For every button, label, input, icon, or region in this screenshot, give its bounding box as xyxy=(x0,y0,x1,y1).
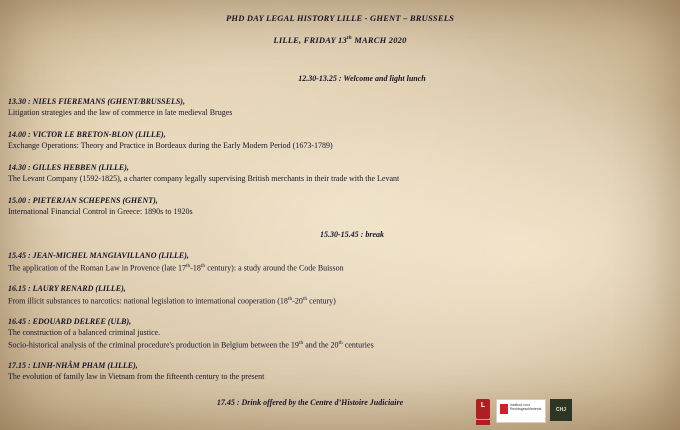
session-entry xyxy=(8,360,264,382)
event-date: LILLE, FRIDAY 13th MARCH 2020 xyxy=(273,35,407,45)
session-title: The evolution of family law in Vietnam from the fifteenth century to the present xyxy=(8,372,265,381)
session-title: From illicit substances to narcotics: national legislation to international cooperation (18th-20th century) xyxy=(8,296,336,306)
welcome-lunch: 12.30-13.25 : Welcome and light lunch xyxy=(298,74,426,83)
session-speaker: 15.00 : PIETERJAN SCHEPENS (GHENT), xyxy=(8,196,158,205)
page-title: PHD DAY LEGAL HISTORY LILLE - GHENT – BRUSSELS xyxy=(225,13,455,23)
session-title: Exchange Operations: Theory and Practice in Bordeaux during the Early Modern Period (1673-1789) xyxy=(8,141,333,150)
closing-drink: 17.45 : Drink offered by the Centre d’Histoire Judiciaire xyxy=(216,398,404,407)
session-speaker: 16.15 : LAURY RENARD (LILLE), xyxy=(8,284,126,293)
session-entry xyxy=(8,162,399,184)
break-line: 15.30-15.45 : break xyxy=(320,230,384,239)
session-entry xyxy=(8,250,344,274)
session-title: The construction of a balanced criminal justice. xyxy=(8,328,161,337)
session-speaker: 14.30 : GILLES HEBBEN (LILLE), xyxy=(8,163,129,172)
session-entry xyxy=(8,96,232,118)
session-speaker: 15.45 : JEAN-MICHEL MANGIAVILLANO (LILLE), xyxy=(8,251,189,260)
session-speaker: 14.00 : VICTOR LE BRETON-BLON (LILLE), xyxy=(8,130,166,139)
session-title: Litigation strategies and the law of commerce in late medieval Bruges xyxy=(8,108,233,117)
session-entry xyxy=(8,283,336,307)
session-entry xyxy=(8,316,374,351)
session-subtitle: Socio-historical analysis of the criminal procedure's production in Belgium between the 19th and the 20th centuries xyxy=(8,340,374,350)
session-title: International Financial Control in Greece: 1890s to 1920s xyxy=(8,207,193,216)
session-speaker: 16.45 : EDOUARD DELREE (ULB), xyxy=(8,317,132,326)
university-lille-logo: L xyxy=(476,399,490,419)
session-speaker: 17.15 : LINH-NHÂM PHAM (LILLE), xyxy=(8,361,138,370)
chj-logo: CHJ xyxy=(550,399,572,421)
session-entry xyxy=(8,129,333,151)
session-speaker: 13.30 : NIELS FIEREMANS (GHENT/BRUSSELS), xyxy=(8,97,185,106)
session-entry xyxy=(8,195,193,217)
institute-mark-icon xyxy=(500,404,508,414)
legal-history-institute-logo: Instituut voor Rechtsgeschiedenis xyxy=(496,399,546,423)
session-title: The application of the Roman Law in Provence (late 17th-18th century): a study around the Code Buisson xyxy=(8,263,344,273)
session-title: The Levant Company (1592-1825), a charter company legally supervising British merchants in their trade with the Levant xyxy=(8,174,400,183)
